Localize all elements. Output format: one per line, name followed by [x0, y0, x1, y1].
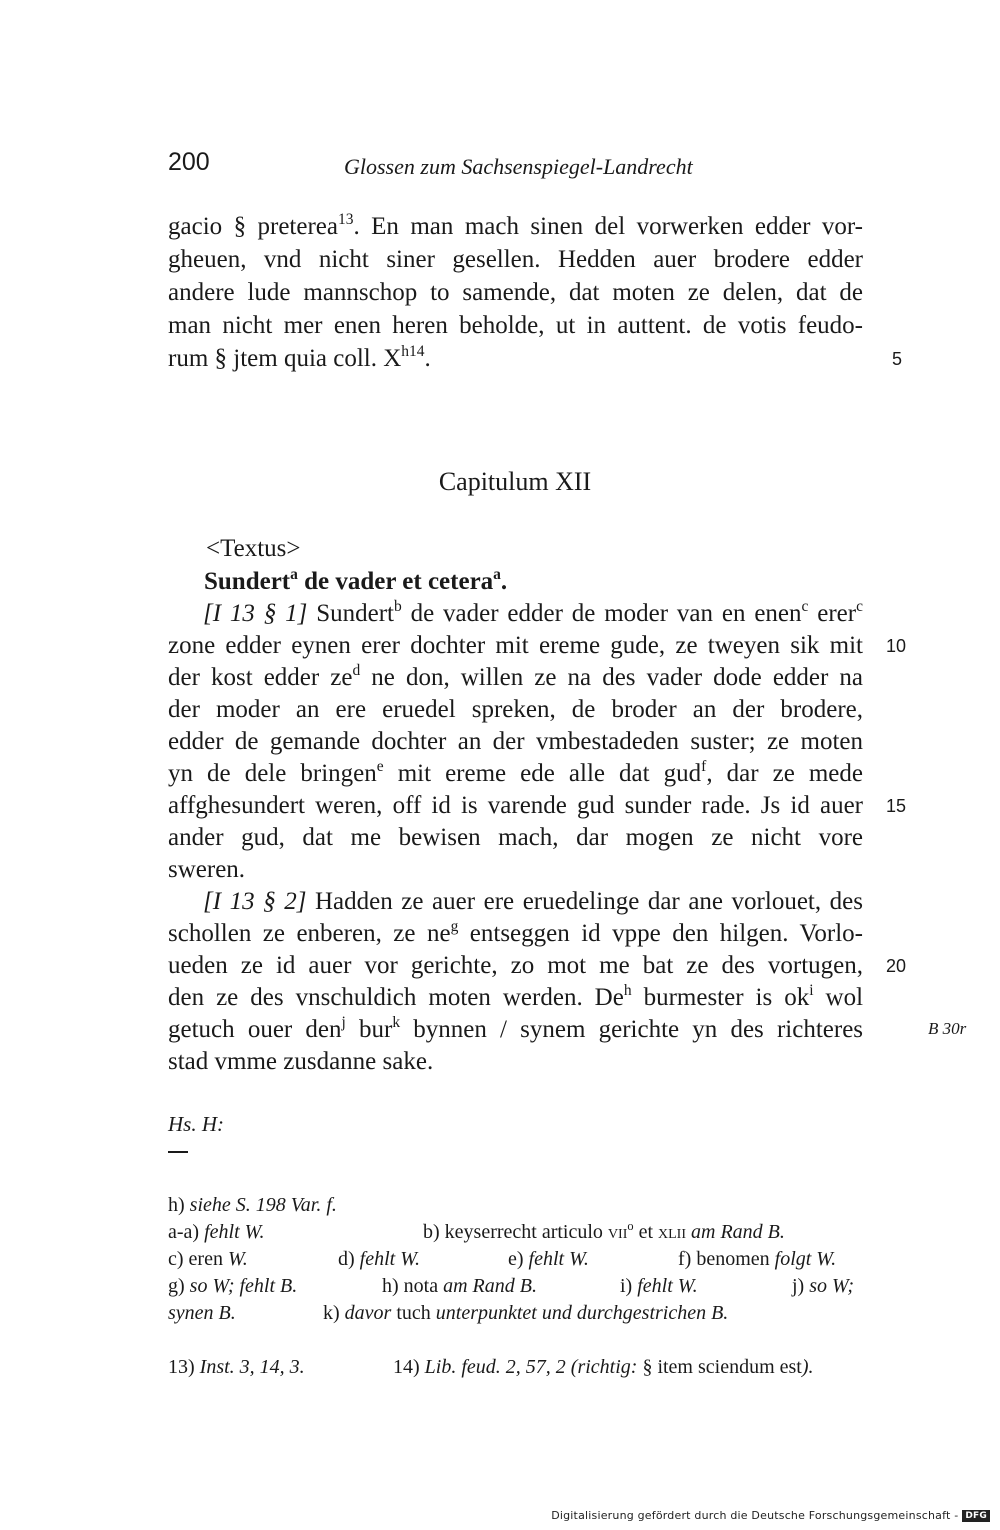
- variant-note: h) siehe S. 198 Var. f.: [168, 1194, 337, 1216]
- section-ref: [I 13 § 1]: [203, 600, 308, 627]
- variant-note: a-a) fehlt W.: [168, 1221, 265, 1243]
- text-line: zone edder eynen erer dochter mit ereme gude, ze tweyen sik mit: [168, 632, 863, 659]
- text-line: schollen ze enberen, ze $ne^g$ entseggen id vppe den hilgen. Vorlo-: [168, 917, 863, 947]
- chapter-title: Capitulum XII: [438, 467, 592, 496]
- text-line: der kost edder $ze^d$ ne don, willen ze na des vader dode edder na: [168, 661, 863, 691]
- text-line: yn de dele bringen$^e$ mit ereme ede alle dat gud$^f$, dar ze mede: [168, 757, 863, 787]
- variant-note: f) benomen folgt W.: [678, 1248, 837, 1270]
- textus-label: <Textus>: [206, 535, 301, 562]
- text-line: ander gud, dat me bewisen mach, dar mogen ze nicht vore: [168, 824, 863, 851]
- variant-note: b) keyserrecht articulo vii$^o$ et xlii am Rand B.: [423, 1218, 785, 1243]
- variant-note: h) nota am Rand B.: [382, 1275, 537, 1297]
- variant-note: c) eren W.: [168, 1248, 248, 1270]
- line-number: 5: [892, 349, 903, 369]
- text-line: der moder an ere eruedel spreken, de broder an der brodere,: [168, 696, 863, 723]
- text-line: den ze des vnschuldich moten werden. De$^h$ burmester is $ok^i$ wol: [168, 981, 864, 1011]
- variant-note: g) so W; fehlt B.: [168, 1275, 298, 1297]
- text-line: man nicht mer enen heren beholde, ut in auttent. de votis feudo-: [168, 312, 863, 339]
- text-line: rum § jtem quia coll. $X^{h14}$.: [168, 342, 431, 372]
- variant-note: k) davor tuch unterpunktet und durchgestrichen B.: [323, 1302, 729, 1324]
- text-line: affghesundert weren, off id is varende gud sunder rade. Js id auer: [168, 792, 863, 819]
- line-number: 15: [886, 796, 907, 816]
- text-line: sweren.: [168, 856, 246, 883]
- variant-note: synen B.: [168, 1302, 236, 1324]
- text-line: stad vmme zusdanne sake.: [168, 1048, 434, 1075]
- variant-note: e) fehlt W.: [508, 1248, 589, 1270]
- text-line: [I 13 § 2] Hadden ze auer ere eruedelinge dar ane vorlouet, des: [203, 888, 863, 915]
- text-line: andere lude mannschop to samende, dat moten ze delen, dat de: [168, 279, 863, 306]
- running-title: Glossen zum Sachsenspiegel-Landrecht: [344, 154, 693, 179]
- line-number: 20: [886, 956, 907, 976]
- variant-note: j) so W;: [792, 1275, 855, 1297]
- text-line: [I 13 § 1] Sundert$^b$ de vader edder de moder van en enen$^c$ erer$^c$: [203, 597, 863, 627]
- text-line: gheuen, vnd nicht siner gesellen. Hedden auer brodere edder: [168, 246, 863, 273]
- page-number: 200: [168, 148, 210, 176]
- text-line: gacio § preterea$^{13}$. En man mach sinen del vorwerken edder vor-: [168, 210, 863, 240]
- variant-note: d) fehlt W.: [338, 1248, 421, 1270]
- text-line: edder de gemande dochter an der vmbestadeden suster; ze moten: [168, 728, 863, 755]
- text-line: ueden ze id auer vor gerichte, zo mot me bat ze des vortugen,: [168, 952, 863, 979]
- dash-divider: [168, 1151, 188, 1153]
- margin-folio-note: B 30r: [928, 1019, 967, 1038]
- source-note: 13) Inst. 3, 14, 3.: [168, 1356, 305, 1378]
- text-line: getuch ouer den$^j$ bur$^k$ bynnen / synem gerichte yn des richteres: [168, 1013, 864, 1043]
- dfg-logo-icon: DFG: [962, 1510, 990, 1522]
- lemma-heading: Sundert$^a$ de vader et cetera$^a$.: [204, 565, 508, 595]
- source-note: 14) Lib. feud. 2, 57, 2 (richtig: § item sciendum est).: [393, 1356, 814, 1378]
- manuscript-label: Hs. H:: [168, 1112, 224, 1136]
- section-ref: [I 13 § 2]: [203, 888, 307, 915]
- digitization-credit: Digitalisierung gefördert durch die Deutsche Forschungsgemeinschaft - DFG: [551, 1509, 990, 1522]
- line-number: 10: [886, 636, 907, 656]
- variant-note: i) fehlt W.: [620, 1275, 698, 1297]
